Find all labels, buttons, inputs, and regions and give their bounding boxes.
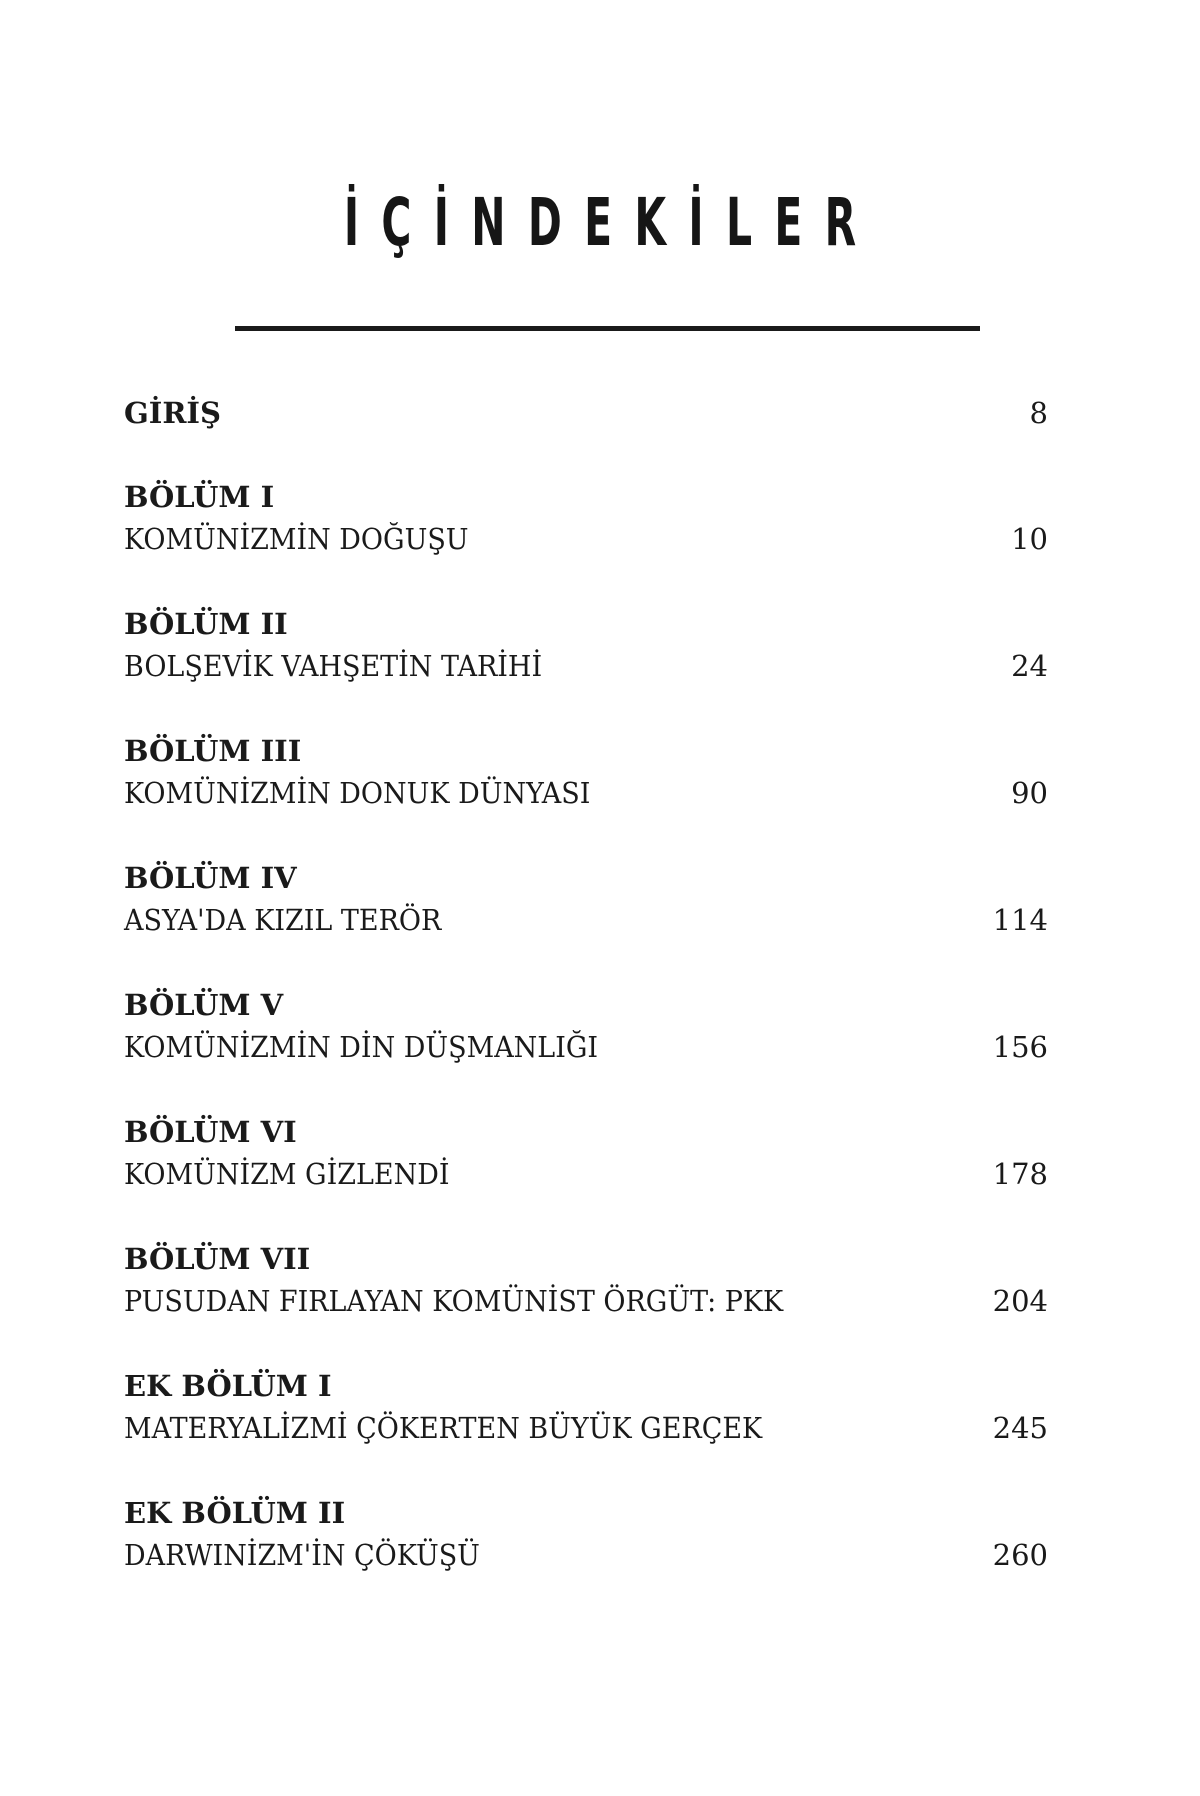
toc-entry[interactable] xyxy=(124,1492,1048,1619)
toc-entry[interactable] xyxy=(124,984,1048,1111)
toc-entry[interactable] xyxy=(124,1111,1048,1238)
chapter-label: BÖLÜM V xyxy=(124,988,284,1022)
chapter-title: PUSUDAN FIRLAYAN KOMÜNİST ÖRGÜT: PKK xyxy=(124,1284,784,1318)
title-divider xyxy=(235,326,980,331)
chapter-label: BÖLÜM II xyxy=(124,607,288,641)
chapter-title: KOMÜNİZMİN DOĞUŞU xyxy=(124,522,469,556)
chapter-title: KOMÜNİZMİN DİN DÜŞMANLIĞI xyxy=(124,1030,599,1064)
chapter-title: KOMÜNİZMİN DONUK DÜNYASI xyxy=(124,776,591,810)
chapter-label: BÖLÜM I xyxy=(124,480,275,514)
page-number: 90 xyxy=(1011,776,1048,810)
page-number: 24 xyxy=(1011,649,1048,683)
page-title: İÇİNDEKİLER xyxy=(343,184,879,261)
chapter-title: BOLŞEVİK VAHŞETİN TARİHİ xyxy=(124,649,543,683)
chapter-label: EK BÖLÜM II xyxy=(124,1496,346,1530)
chapter-label: BÖLÜM III xyxy=(124,734,302,768)
toc-entry[interactable] xyxy=(124,730,1048,857)
chapter-label: EK BÖLÜM I xyxy=(124,1369,332,1403)
page-number: 204 xyxy=(992,1284,1048,1318)
page-number: 10 xyxy=(1011,522,1048,556)
chapter-title: DARWINİZM'İN ÇÖKÜŞÜ xyxy=(124,1538,480,1572)
chapter-title: ASYA'DA KIZIL TERÖR xyxy=(124,903,442,937)
chapter-label: GİRİŞ xyxy=(124,396,221,430)
toc-entry[interactable] xyxy=(124,476,1048,603)
page-number: 245 xyxy=(992,1411,1048,1445)
toc-entry[interactable] xyxy=(124,1365,1048,1492)
page-number: 260 xyxy=(992,1538,1048,1572)
page-number: 178 xyxy=(992,1157,1048,1191)
page-number: 114 xyxy=(992,903,1048,937)
chapter-label: BÖLÜM IV xyxy=(124,861,297,895)
chapter-title: KOMÜNİZM GİZLENDİ xyxy=(124,1157,450,1191)
toc-entry[interactable] xyxy=(124,603,1048,730)
chapter-title: MATERYALİZMİ ÇÖKERTEN BÜYÜK GERÇEK xyxy=(124,1411,763,1445)
chapter-label: BÖLÜM VI xyxy=(124,1115,297,1149)
page-number: 8 xyxy=(1029,396,1048,430)
toc-entry-intro[interactable] xyxy=(124,392,1048,476)
toc-list xyxy=(124,392,1048,1619)
toc-entry[interactable] xyxy=(124,857,1048,984)
chapter-label: BÖLÜM VII xyxy=(124,1242,311,1276)
page-number: 156 xyxy=(992,1030,1048,1064)
toc-entry[interactable] xyxy=(124,1238,1048,1365)
